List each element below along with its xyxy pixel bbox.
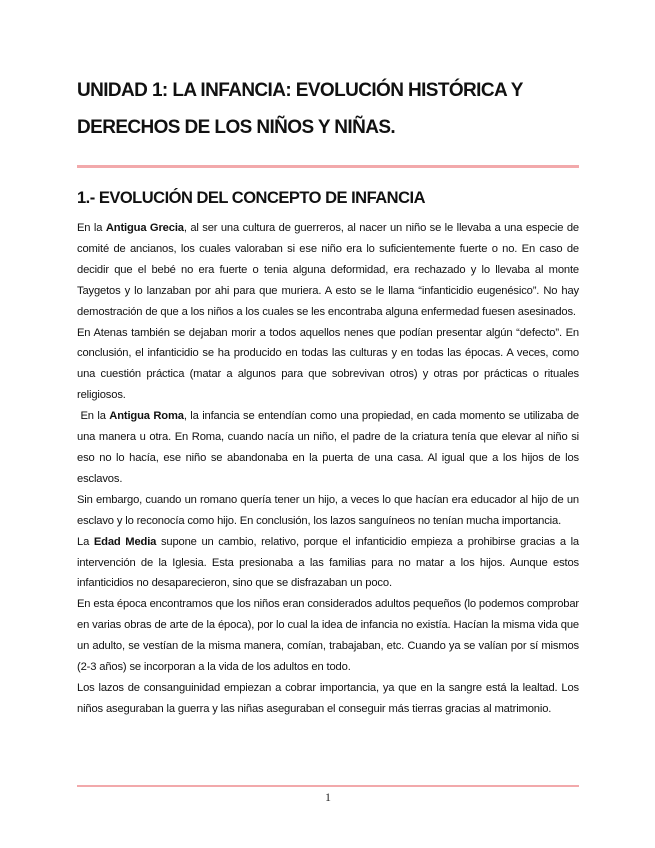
paragraph-atenas: En Atenas también se dejaban morir a todos aquellos nenes que podían presentar algún “defecto”. En conclusión, el infanticidio se ha producido en todas las culturas y en todas las épocas. A veces, como una cuestión práctica (matar a algunos para que sobrevivan otros) y otras por prácticas o rituales religiosos. (77, 326, 579, 402)
bold-term-antigua-roma: Antigua Roma (109, 410, 184, 423)
paragraph-antigua-roma (77, 406, 579, 490)
title-line-2: DERECHOS DE LOS NIÑOS Y NIÑAS. (77, 117, 396, 138)
paragraph-consanguinidad: Los lazos de consanguinidad empiezan a cobrar importancia, ya que en la sangre está la lealtad. Los niños aseguraban la guerra y las niñas aseguraban el conseguir más tierras gracias al matrimonio. (77, 681, 579, 715)
document-title (77, 72, 579, 146)
paragraph-antigua-grecia (77, 218, 579, 323)
bold-term-antigua-grecia: Antigua Grecia (105, 222, 184, 234)
footer-divider (77, 785, 579, 787)
paragraph-text: , la infancia se entendían como una propiedad, en cada momento se utilizaba de una manera u otra. En Roma, cuando nacía un niño, el padre de la criatura tenía que elevar al niño si eso no lo hacía, ese niño se abandonaba en la puerta de una casa. Al igual que a los hijos de los esclavos. (77, 410, 579, 485)
paragraph-text: , al ser una cultura de guerreros, al nacer un niño se le llevaba a una especie de comité de ancianos, los cuales valoraban si ese niño era lo suficientemente fuerte o no. En caso de decidir que el bebé no era fuerte o tenia alguna deformidad, era rechazado y lo llevaba al monte Taygetos y lo lanzaban por ahi para que muriera. A esto se le llama “infanticidio eugenésico”. No hay demostración de que a los niños a los cuales se les encontraba alguna enfermedad fuesen asesinados. (77, 222, 579, 318)
paragraph-text: En la (77, 410, 110, 423)
title-divider (77, 165, 579, 168)
paragraph-text: En la (77, 222, 106, 234)
paragraph-edad-media (77, 532, 579, 595)
paragraph-text: La (77, 535, 94, 548)
body-text (77, 218, 579, 720)
paragraph-text: supone un cambio, relativo, porque el infanticidio empieza a prohibirse gracias a la intervención de la Iglesia. Esta presionaba a las familias para no matar a los hijos. Aunque estos infanticidios no desaparecieron, sino que se disfrazaban un poco. (77, 535, 579, 590)
section-heading: 1.- EVOLUCIÓN DEL CONCEPTO DE INFANCIA (77, 189, 426, 207)
paragraph-romano-hijo: Sin embargo, cuando un romano quería tener un hijo, a veces lo que hacían era educador al hijo de un esclavo y lo reconocía como hijo. En conclusión, los lazos sanguíneos no tenían mucha importancia. (77, 493, 579, 527)
paragraph-adultos-pequenos: En esta época encontramos que los niños eran considerados adultos pequeños (lo podemos comprobar en varias obras de arte de la época), por lo cual la idea de infancia no existía. Hacían la misma vida que un adulto, se vestían de la misma manera, comían, trabajaban, etc. Cuando ya se valían por sí mismos (2-3 años) se incorporan a la vida de los adultos en todo. (77, 598, 579, 674)
document-page (77, 0, 579, 848)
bold-term-edad-media: Edad Media (93, 535, 157, 548)
title-line-1: UNIDAD 1: LA INFANCIA: EVOLUCIÓN HISTÓRICA Y (77, 80, 523, 101)
page-number: 1 (325, 790, 331, 804)
